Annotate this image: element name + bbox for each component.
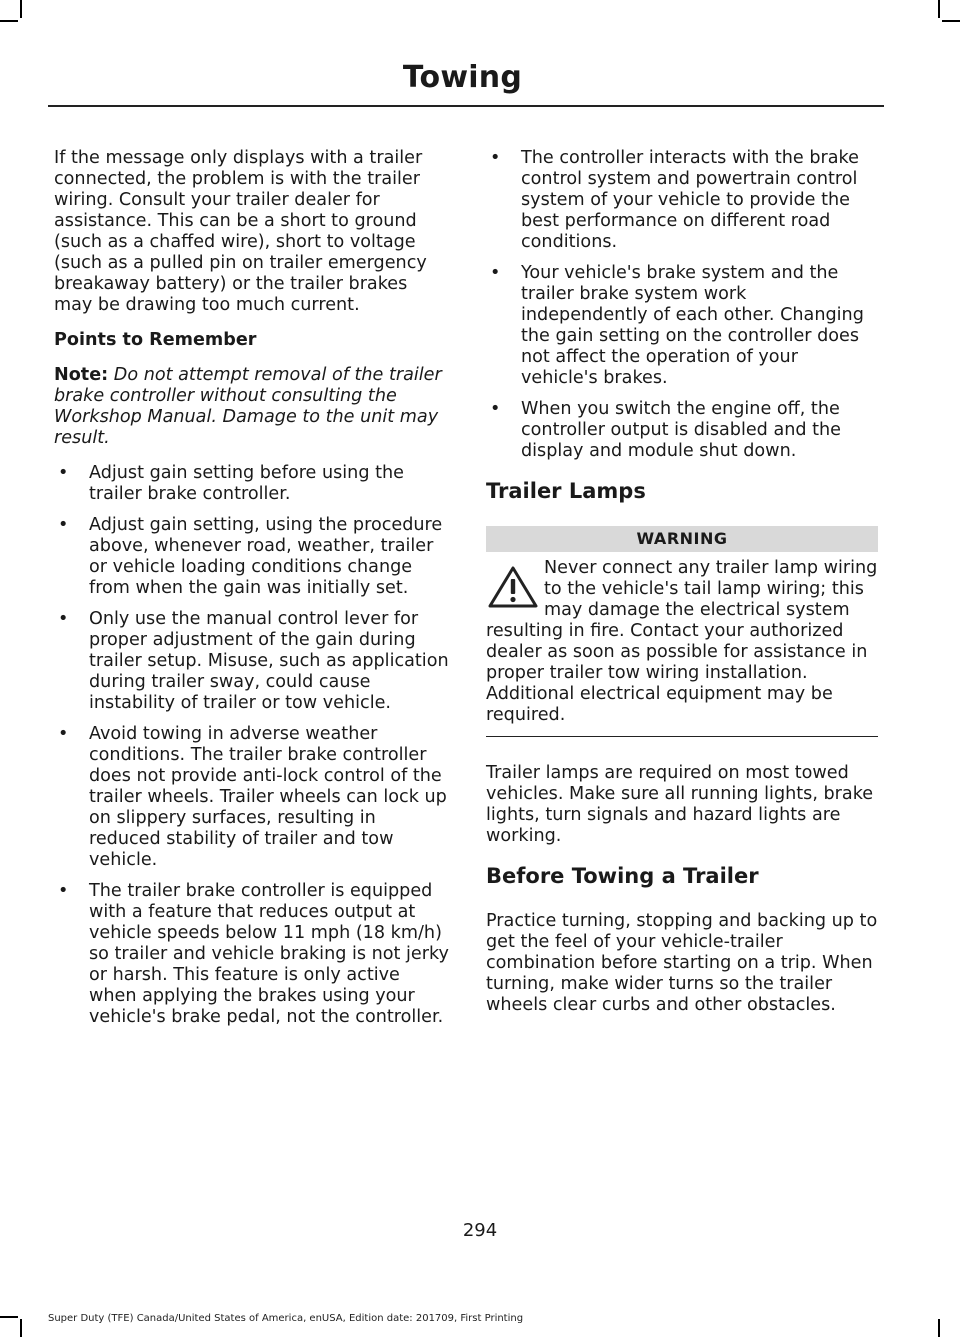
page-title: Towing	[402, 60, 522, 95]
list-item	[54, 515, 449, 599]
points-to-remember-heading: Points to Remember	[54, 330, 257, 350]
page-number: 294	[462, 1220, 498, 1241]
crop-mark-top-right-h	[942, 20, 960, 22]
list-item	[54, 609, 449, 714]
crop-mark-bottom-left-h	[0, 1316, 18, 1318]
warning-body	[486, 558, 878, 737]
trailer-lamps-heading: Trailer Lamps	[486, 479, 646, 503]
list-item	[54, 724, 449, 871]
warning-label: WARNING	[486, 526, 878, 552]
note-paragraph	[54, 365, 449, 449]
crop-mark-top-right-v	[938, 0, 940, 18]
bullet-icon: •	[58, 609, 69, 629]
list-item-text: When you switch the engine off, the controller output is disabled and the display and module shut down.	[521, 399, 842, 461]
right-column	[486, 148, 878, 1030]
list-item-text: Avoid towing in adverse weather conditions. The trailer brake controller does not provide anti-lock control of the trailer wheels. Trailer wheels can lock up on slippery surfaces, resulting in reduced stability of trailer and tow vehicle.	[89, 724, 447, 870]
bullet-icon: •	[490, 263, 501, 283]
crop-mark-bottom-right-v	[938, 1319, 940, 1337]
list-item	[54, 463, 449, 505]
intro-paragraph: If the message only displays with a trailer connected, the problem is with the trailer wiring. Consult your trailer dealer for assistance. This can be a short to ground (such as a chaffed wire), short to voltage (such as a pulled pin on trailer emergency breakaway battery) or the trailer brakes may be drawing too much current.	[54, 148, 427, 315]
before-towing-paragraph: Practice turning, stopping and backing up to get the feel of your vehicle-trailer combination before starting on a trip. When turning, make wider turns so the trailer wheels clear curbs and other obstacles.	[486, 911, 878, 1015]
note-label: Note:	[54, 365, 109, 385]
trailer-lamps-paragraph: Trailer lamps are required on most towed vehicles. Make sure all running lights, brake lights, turn signals and hazard lights are working.	[486, 763, 874, 846]
list-item-text: Your vehicle's brake system and the trailer brake system work independently of each other. Changing the gain setting on the controller does not affect the operation of your vehicle's brakes.	[521, 263, 864, 388]
bullet-icon: •	[58, 724, 69, 744]
header-divider	[48, 105, 884, 107]
list-item-text: The controller interacts with the brake control system and powertrain control system of your vehicle to provide the best performance on different road conditions.	[521, 148, 859, 252]
bullet-icon: •	[58, 881, 69, 901]
crop-mark-top-left-h	[0, 20, 18, 22]
bullet-icon: •	[58, 463, 69, 483]
warning-text: Never connect any trailer lamp wiring to the vehicle's tail lamp wiring; this may damage the electrical system resulting in fire. Contact your authorized dealer as soon as possible for assistance in proper trailer tow wiring installation. Additional electrical equipment may be required.	[486, 558, 878, 725]
bullet-icon: •	[490, 148, 501, 168]
bullet-icon: •	[58, 515, 69, 535]
list-item-text: Only use the manual control lever for proper adjustment of the gain during trailer setup. Misuse, such as application during trailer sway, could cause instability of trailer or tow vehicle.	[89, 609, 449, 713]
list-item	[486, 263, 878, 389]
list-item-text: Adjust gain setting, using the procedure above, whenever road, weather, trailer or vehicle loading conditions change from when the gain was initially set.	[89, 515, 443, 598]
bullet-icon: •	[490, 399, 501, 419]
list-item	[486, 399, 878, 462]
controller-list	[486, 148, 878, 462]
note-text: Do not attempt removal of the trailer brake controller without consulting the Workshop Manual. Damage to the unit may result.	[54, 365, 442, 448]
crop-mark-bottom-left-v	[20, 1319, 22, 1337]
warning-triangle-icon	[486, 564, 540, 610]
list-item	[486, 148, 878, 253]
list-item	[54, 881, 449, 1028]
crop-mark-top-left-v	[20, 0, 22, 18]
list-item-text: The trailer brake controller is equipped with a feature that reduces output at vehicle speeds below 11 mph (18 km/h) so trailer and vehicle braking is not jerky or harsh. This feature is only active when applying the brakes using your vehicle's brake pedal, not the controller.	[89, 881, 449, 1027]
before-towing-heading: Before Towing a Trailer	[486, 864, 759, 888]
points-list	[54, 463, 449, 1028]
left-column	[54, 148, 449, 1038]
footer-edition: Super Duty (TFE) Canada/United States of America, enUSA, Edition date: 201709, First Printing	[48, 1313, 524, 1324]
list-item-text: Adjust gain setting before using the trailer brake controller.	[89, 463, 404, 504]
warning-box	[486, 526, 878, 737]
